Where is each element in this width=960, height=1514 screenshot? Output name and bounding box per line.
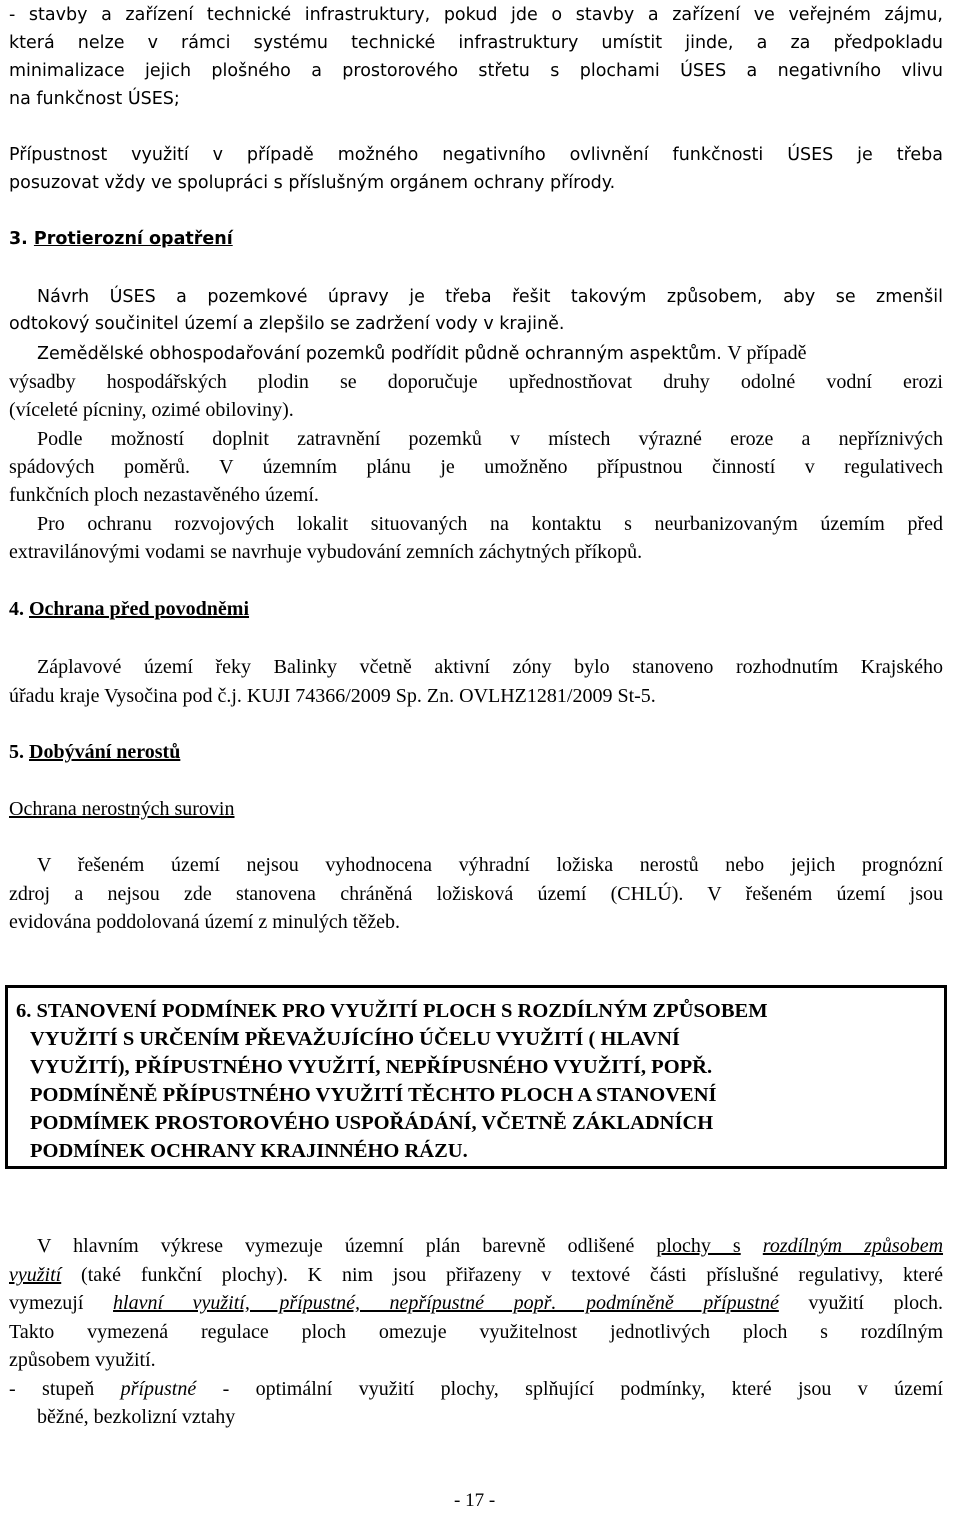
intro-line-2b: (také funkční plochy). K nim jsou přiřazeny v textové části příslušné regulativy, které [81,1264,943,1286]
intro-line-6 [9,1376,943,1402]
sec3-heading [9,226,233,252]
intro-line-6b: přípustné [120,1378,197,1400]
intro-line-4: Takto vymezená regulace ploch omezuje využitelnost jednotlivých ploch s rozdílným [9,1321,943,1343]
sec3-p2-line-3: (víceleté pícniny, ozimé obiloviny). [9,399,294,421]
sec5-title: Dobývání nerostů [29,741,181,763]
intro-line-3a: vymezují [9,1292,84,1314]
intro-line-3b: hlavní využití, přípustné, nepřípustné popř. podmíněně přípustné [113,1292,779,1314]
sec6-heading-box [5,985,947,1169]
sec3-p3-line-3: funkčních ploch nezastavěného území. [9,484,319,506]
sec4-line-1: Záplavové území řeky Balinky včetně aktivní zóny bylo stanoveno rozhodnutím Krajského [37,656,943,678]
page-number: - 17 - [454,1490,496,1511]
sec5-line-1: V řešeném území nejsou vyhodnocena výhradní ložiska nerostů nebo jejich prognózní [37,854,943,876]
intro-line-1a: V hlavním výkrese vymezuje územní plán barevně odlišené [37,1235,635,1257]
sec3-p2-line-1b: V případě [727,342,807,364]
uses-line-3: minimalizace jejich plošného a prostorového střetu s plochami ÚSES a negativního vlivu [9,61,943,81]
sec3-p1-line-2: odtokový součinitel území a zlepšilo se zadržení vody v krajině. [9,314,565,334]
sec3-p3-line-2: spádových poměrů. V územním plánu je umožněno přípustnou činností v regulativech [9,456,943,478]
intro-line-3c: využití ploch. [808,1292,944,1314]
intro-line-2 [9,1262,943,1288]
pripustnost-line-2: posuzovat vždy ve spolupráci s příslušným orgánem ochrany přírody. [9,173,616,193]
sec5-subtitle: Ochrana nerostných surovin [9,798,235,820]
sec3-p4-line-2: extravilánovými vodami se navrhuje vybudování zemních záchytných příkopů. [9,541,643,563]
intro-line-1b: plochy s [656,1235,741,1257]
sec5-line-3: evidována poddolovaná území z minulých těžeb. [9,911,400,933]
intro-line-6c: - optimální využití plochy, splňující podmínky, které jsou v území [196,1378,943,1400]
uses-line-2: která nelze v rámci systému technické infrastruktury umístit jinde, a za předpokladu [9,33,943,53]
sec6-line-1: 6. STANOVENÍ PODMÍNEK PRO VYUŽITÍ PLOCH S ROZDÍLNÝM ZPŮSOBEM [16,1000,768,1022]
sec6-line-6: PODMÍNEK OCHRANY KRAJINNÉHO RÁZU. [30,1140,468,1162]
sec5-line-2: zdroj a nejsou zde stanovena chráněná ložisková území (CHLÚ). V řešeném území jsou [9,883,943,905]
intro-line-3 [9,1290,943,1316]
uses-line-1: - stavby a zařízení technické infrastruktury, pokud jde o stavby a zařízení ve veřejném zájmu, [9,5,943,25]
sec5-number: 5. [9,741,24,763]
sec3-number: 3. [9,229,28,249]
intro-line-1c: rozdílným způsobem [762,1235,944,1257]
sec6-line-3: VYUŽITÍ), PŘÍPUSTNÉHO VYUŽITÍ, NEPŘÍPUSNÉHO VYUŽITÍ, POPŘ. [30,1056,713,1078]
sec4-number: 4. [9,598,24,620]
sec3-title: Protierozní opatření [33,229,233,249]
sec4-line-2: úřadu kraje Vysočina pod č.j. KUJI 74366/2009 Sp. Zn. OVLHZ1281/2009 St-5. [9,685,656,707]
intro-line-1 [37,1233,943,1259]
intro-line-7: běžné, bezkolizní vztahy [37,1406,236,1428]
sec3-p2-line-1 [37,340,806,367]
sec6-line-2: VYUŽITÍ S URČENÍM PŘEVAŽUJÍCÍHO ÚČELU VYUŽITÍ ( HLAVNÍ [30,1028,680,1050]
intro-line-5: způsobem využití. [9,1349,156,1371]
sec4-heading [9,596,249,622]
sec5-heading [9,739,180,765]
intro-line-6a: - stupeň [9,1378,95,1400]
sec3-p4-line-1: Pro ochranu rozvojových lokalit situovaných na kontaktu s neurbanizovaným územím před [37,513,943,535]
sec3-p1-line-1: Návrh ÚSES a pozemkové úpravy je třeba řešit takovým způsobem, aby se zmenšil [37,287,943,307]
sec4-title: Ochrana před povodněmi [29,598,250,620]
uses-line-4: na funkčnost ÚSES; [9,89,180,109]
sec6-line-4: PODMÍNĚNĚ PŘÍPUSTNÉHO VYUŽITÍ TĚCHTO PLOCH A STANOVENÍ [30,1084,717,1106]
sec3-p3-line-1: Podle možností doplnit zatravnění pozemků v místech výrazné eroze a nepříznivých [37,428,943,450]
pripustnost-line-1: Přípustnost využití v případě možného negativního ovlivnění funkčnosti ÚSES je třeba [9,145,943,165]
intro-line-2a: využití [9,1264,62,1286]
sec6-line-5: PODMÍMEK PROSTOROVÉHO USPOŘÁDÁNÍ, VČETNĚ ZÁKLADNÍCH [30,1112,714,1134]
sec3-p2-line-2: výsadby hospodářských plodin se doporučuje upřednostňovat druhy odolné vodní erozi [9,371,943,393]
sec3-p2-line-1a: Zemědělské obhospodařování pozemků podřídit půdně ochranným aspektům. [37,344,722,364]
